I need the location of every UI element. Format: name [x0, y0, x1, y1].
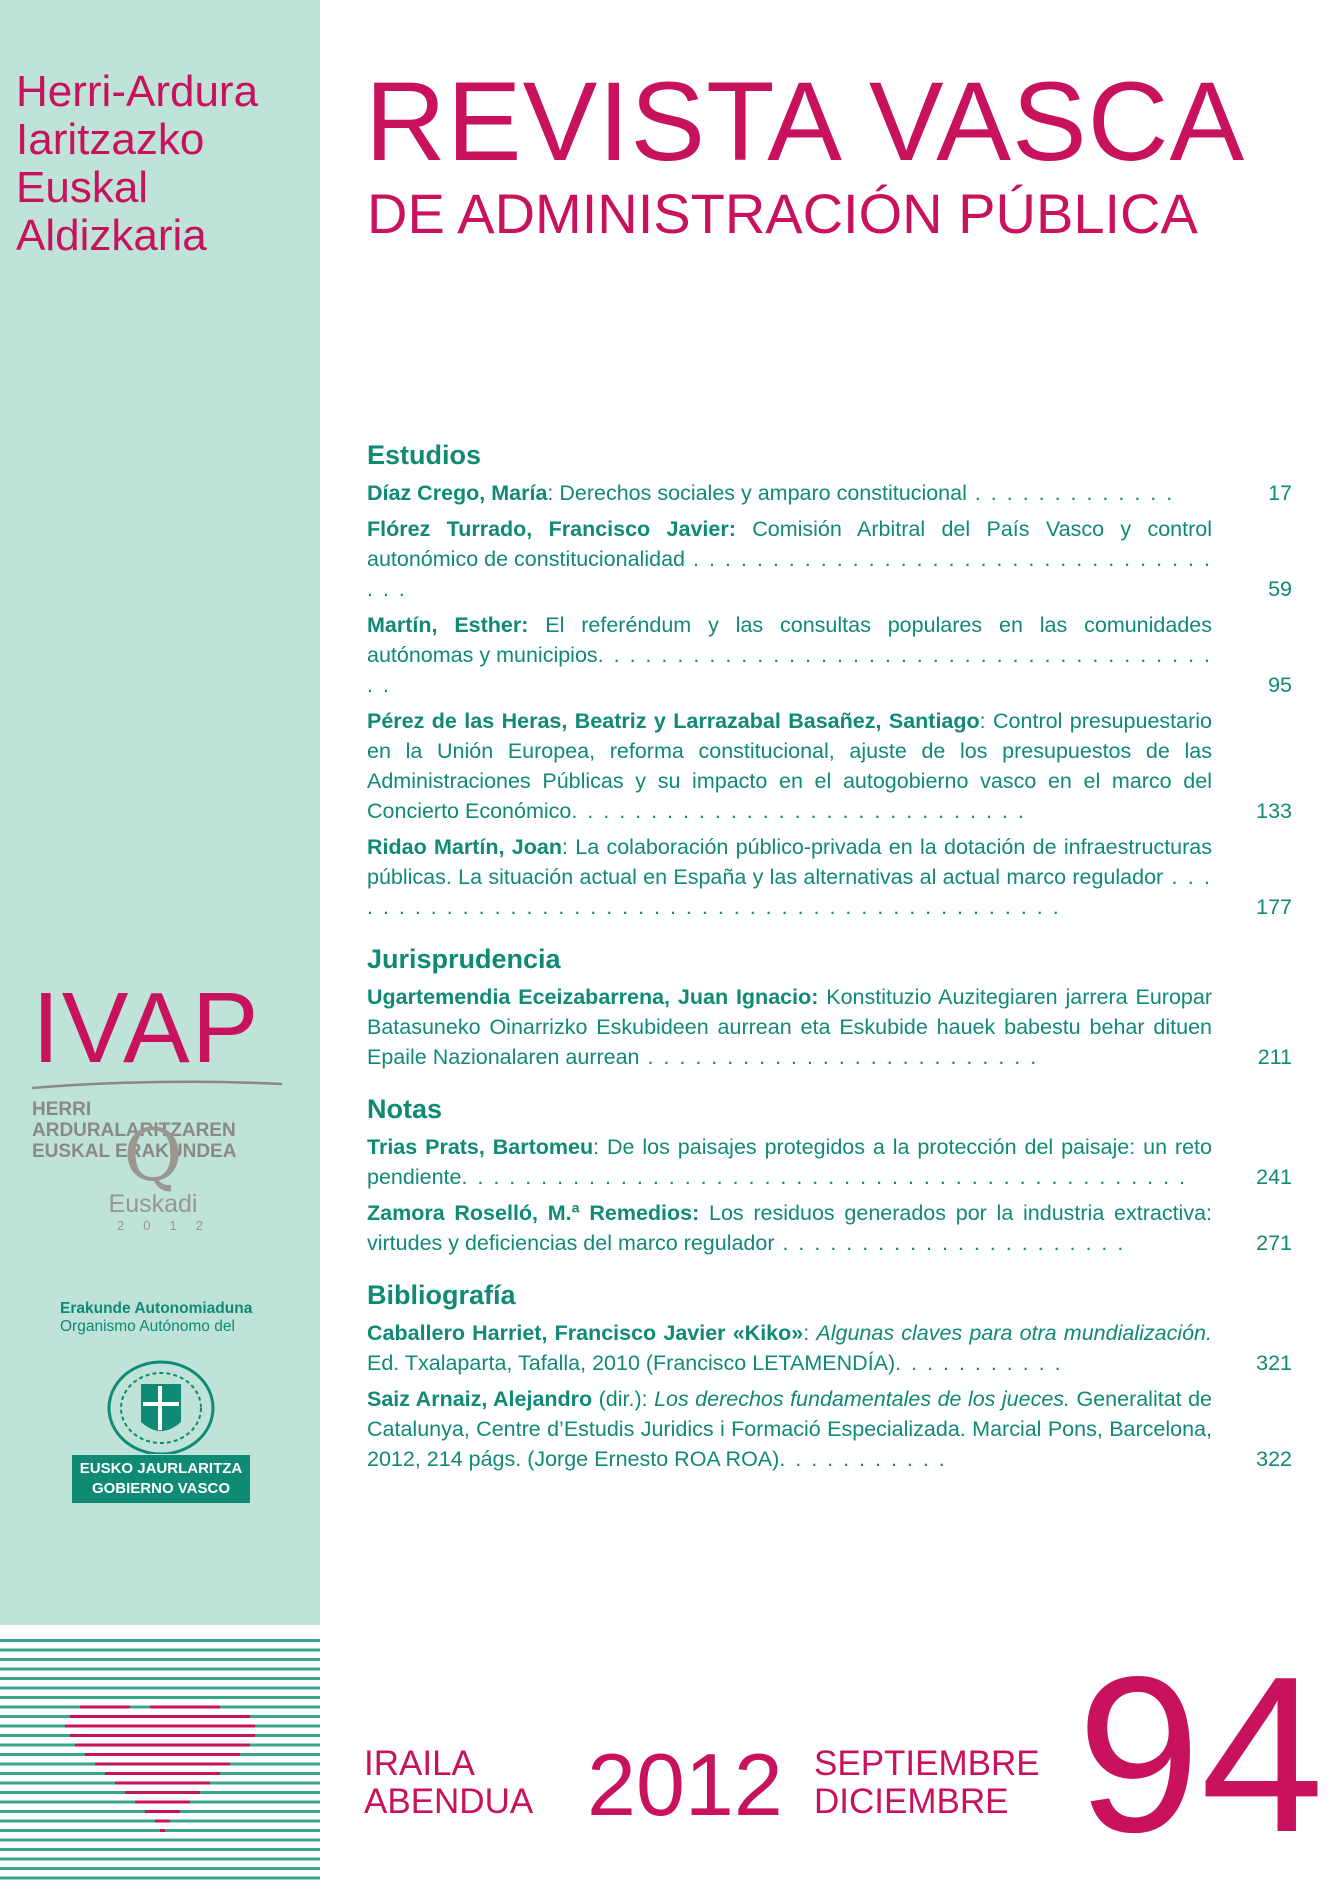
entry-text: [367, 1318, 1212, 1378]
stripe-line: [0, 1677, 320, 1680]
section-title: Estudios: [367, 440, 482, 470]
toc-entry[interactable]: [367, 478, 1292, 508]
page-number: 271: [1256, 1231, 1292, 1255]
map-stripe-segment: [85, 1753, 240, 1756]
page-number: 59: [1268, 577, 1292, 601]
entry-text: [367, 1198, 1212, 1258]
dot-leader: . . . . . . . . . . . . . . . . . . . . . . . . . . . . .: [571, 799, 1026, 823]
entry-author: Zamora Roselló, M.ª Remedios:: [367, 1201, 700, 1225]
entry-title: : Derechos sociales y amparo constitucional: [547, 481, 967, 505]
dot-leader: . . . . . . . . . . .: [895, 1351, 1063, 1375]
ivap-swoosh-icon: [32, 1080, 282, 1090]
stripe-line: [0, 1658, 320, 1661]
map-stripe-segment: [145, 1810, 180, 1813]
map-stripe-segment: [155, 1820, 170, 1823]
map-stripe-segment: [70, 1715, 250, 1718]
autonomous-body-note: [60, 1300, 300, 1336]
government-name-es: GOBIERNO VASCO: [91, 1480, 231, 1497]
toc-entry[interactable]: [367, 610, 1292, 700]
stripe-line: [0, 1696, 320, 1699]
entry-title-italic: Algunas claves para otra mundialización.: [816, 1321, 1212, 1345]
entry-author: Ridao Martín, Joan: [367, 835, 562, 859]
entry-author: Flórez Turrado, Francisco Javier:: [367, 517, 736, 541]
toc-section: [367, 438, 1292, 922]
months-basque: [364, 1745, 533, 1821]
stripe-line: [0, 1848, 320, 1851]
basque-title-line: Herri-Ardura: [16, 67, 259, 116]
dot-leader: . . . . . . . . . . . . .: [966, 481, 1175, 505]
basque-title-line: Iaritzazko: [16, 115, 205, 164]
entry-author: Caballero Harriet, Francisco Javier «Kiko»: [367, 1321, 804, 1345]
q-region: Euskadi: [108, 1190, 198, 1218]
entry-text: [367, 514, 1212, 604]
toc-entry[interactable]: [367, 706, 1292, 826]
toc-entry[interactable]: [367, 1132, 1292, 1192]
month-es: SEPTIEMBRE: [814, 1744, 1040, 1783]
q-euskadi-logo: [98, 1113, 222, 1233]
toc-entry[interactable]: [367, 1318, 1292, 1378]
government-name-box: [72, 1455, 250, 1503]
page-number: 95: [1268, 673, 1292, 697]
stripe-line: [0, 1668, 320, 1671]
entry-title: Generalitat de Catalunya, Centre d’Estudis Juridics i Formació Especializada. Marcial Pons, Barcelona, 2012, 214 págs. (Jorge Ernesto ROA ROA): [367, 1387, 1213, 1471]
entry-text: [367, 478, 1212, 508]
page-number: 17: [1268, 481, 1292, 505]
map-stripe-segment: [70, 1734, 255, 1737]
autonomous-note-eu: Erakunde Autonomiaduna: [60, 1300, 253, 1317]
entry-title: : Control presupuestario en la Unión Europea, reforma constitucional, ajuste de los presupuestos de las Administraciones Públicas y su impacto en el autogobierno vasco en el marco del Concierto Económico: [367, 709, 1212, 823]
entry-title: Ed. Txalaparta, Tafalla, 2010 (Francisco LETAMENDÍA): [367, 1351, 896, 1375]
dot-leader: . . . . . . . . . . . . . . . . . . . . . .: [774, 1231, 1126, 1255]
toc-entry[interactable]: [367, 1198, 1292, 1258]
table-of-contents: [367, 438, 1292, 1494]
map-stripe-segment: [95, 1763, 230, 1766]
page-number: 211: [1257, 1045, 1292, 1069]
page-number: 133: [1256, 799, 1292, 823]
stripe-line: [0, 1839, 320, 1842]
entry-title: Los residuos generados por la industria extractiva: virtudes y deficiencias del marco regulador: [367, 1201, 1213, 1255]
toc-section: [367, 942, 1292, 1072]
entry-text: [367, 706, 1212, 826]
dot-leader: . . . . . . . . . . . . . . . . . . . . . . . . .: [639, 1045, 1039, 1069]
ivap-subtitle-line: EUSKAL ERAKUNDEA: [32, 1141, 237, 1162]
dot-leader: . . . . . . . . . . .: [779, 1447, 947, 1471]
entry-author: Trias Prats, Bartomeu: [367, 1135, 594, 1159]
entry-title: : De los paisajes protegidos a la protección del paisaje: un reto pendiente: [367, 1135, 1212, 1189]
map-stripe-segment: [65, 1725, 255, 1728]
journal-title: REVISTA VASCA: [365, 59, 1246, 184]
stripe-line: [0, 1877, 320, 1880]
map-stripe-segment: [115, 1782, 210, 1785]
basque-title-line: Euskal: [16, 163, 149, 212]
striped-map-graphic: [0, 1635, 320, 1885]
basque-government-logo: [72, 1354, 250, 1503]
ivap-wordmark: IVAP: [32, 972, 261, 1084]
entry-text: [367, 1384, 1212, 1474]
map-stripe-segment: [75, 1744, 250, 1747]
issue-number: 94: [1077, 1631, 1324, 1879]
toc-entry[interactable]: [367, 514, 1292, 604]
journal-subtitle: DE ADMINISTRACIÓN PÚBLICA: [367, 182, 1198, 245]
autonomous-note-es: Organismo Autónomo del: [60, 1318, 235, 1335]
entry-text-pre: (dir.):: [592, 1387, 655, 1411]
entry-author: Martín, Esther:: [367, 613, 529, 637]
stripe-line: [0, 1687, 320, 1690]
month-eu: IRAILA: [364, 1744, 475, 1783]
government-name-eu: EUSKO JAURLARITZA: [79, 1460, 243, 1477]
toc-entry[interactable]: [367, 832, 1292, 922]
entry-text: [367, 982, 1212, 1072]
page-number: 177: [1256, 895, 1292, 919]
month-eu: ABENDUA: [364, 1782, 534, 1821]
page-number: 241: [1256, 1165, 1292, 1189]
section-title: Bibliografía: [367, 1280, 516, 1310]
entry-title-italic: Los derechos fundamentales de los jueces.: [654, 1387, 1071, 1411]
toc-entry[interactable]: [367, 982, 1292, 1072]
stripe-line: [0, 1858, 320, 1861]
map-stripe-segment: [135, 1801, 190, 1804]
section-title: Notas: [367, 1094, 443, 1124]
toc-entry[interactable]: [367, 1384, 1292, 1474]
stripe-line: [0, 1639, 320, 1642]
months-spanish: [814, 1745, 1040, 1821]
dot-leader: . . . . . . . . . . . . . . . . . . . . . . . . . . . . . . . . . . . .: [367, 547, 1212, 601]
page-number: 321: [1256, 1351, 1292, 1375]
entry-title: El referéndum y las consultas populares en las comunidades autónomas y municipios: [367, 613, 1212, 667]
entry-author: Díaz Crego, María: [367, 481, 548, 505]
toc-section: [367, 1278, 1292, 1474]
map-stripe-segment: [105, 1772, 220, 1775]
q-letter: Q: [123, 1113, 183, 1197]
entry-author: Saiz Arnaiz, Alejandro: [367, 1387, 593, 1411]
entry-text-pre: :: [803, 1321, 817, 1345]
dot-leader: . . . . . . . . . . . . . . . . . . . . . . . . . . . . . . . . . . . . . . . . .: [367, 643, 1212, 697]
map-stripe-segment: [150, 1706, 220, 1709]
entry-title: Konstituzio Auzitegiaren jarrera Europar Batasuneko Oinarrizko Eskubideen aurrean eta Eskubide hauek babestu behar dituen Epaile Nazionalaren aurrean: [367, 985, 1212, 1069]
section-title: Jurisprudencia: [367, 944, 561, 974]
coat-of-arms-icon: [72, 1354, 250, 1454]
month-es: DICIEMBRE: [814, 1782, 1009, 1821]
toc-section: [367, 1092, 1292, 1258]
stripe-line: [0, 1867, 320, 1870]
issue-year: 2012: [587, 1735, 783, 1834]
map-stripe-segment: [125, 1791, 200, 1794]
entry-title: Comisión Arbitral del País Vasco y control autonómico de constitucionalidad: [367, 517, 1213, 571]
entry-title: : La colaboración público-privada en la dotación de infraestructuras públicas. La situación actual en España y las alternativas al actual marco regulador: [367, 835, 1212, 889]
q-year: 2012: [117, 1218, 222, 1233]
basque-title: [16, 68, 258, 260]
ivap-subtitle-line: HERRI ARDURALARITZAREN: [32, 1099, 236, 1141]
map-stripe-segment: [160, 1829, 165, 1832]
entry-author: Ugartemendia Eceizabarrena, Juan Ignacio:: [367, 985, 819, 1009]
entry-text: [367, 610, 1212, 700]
stripe-line: [0, 1649, 320, 1652]
entry-author: Pérez de las Heras, Beatriz y Larrazabal Basañez, Santiago: [367, 709, 980, 733]
entry-text: [367, 1132, 1212, 1192]
entry-text: [367, 832, 1212, 922]
basque-title-line: Aldizkaria: [16, 211, 207, 260]
dot-leader: . . . . . . . . . . . . . . . . . . . . . . . . . . . . . . . . . . . . . . . . . . . . . . .: [367, 865, 1212, 919]
page-number: 322: [1256, 1447, 1292, 1471]
dot-leader: . . . . . . . . . . . . . . . . . . . . . . . . . . . . . . . . . . . . . . . . . . . . . .: [461, 1165, 1188, 1189]
map-stripe-segment: [80, 1706, 130, 1709]
